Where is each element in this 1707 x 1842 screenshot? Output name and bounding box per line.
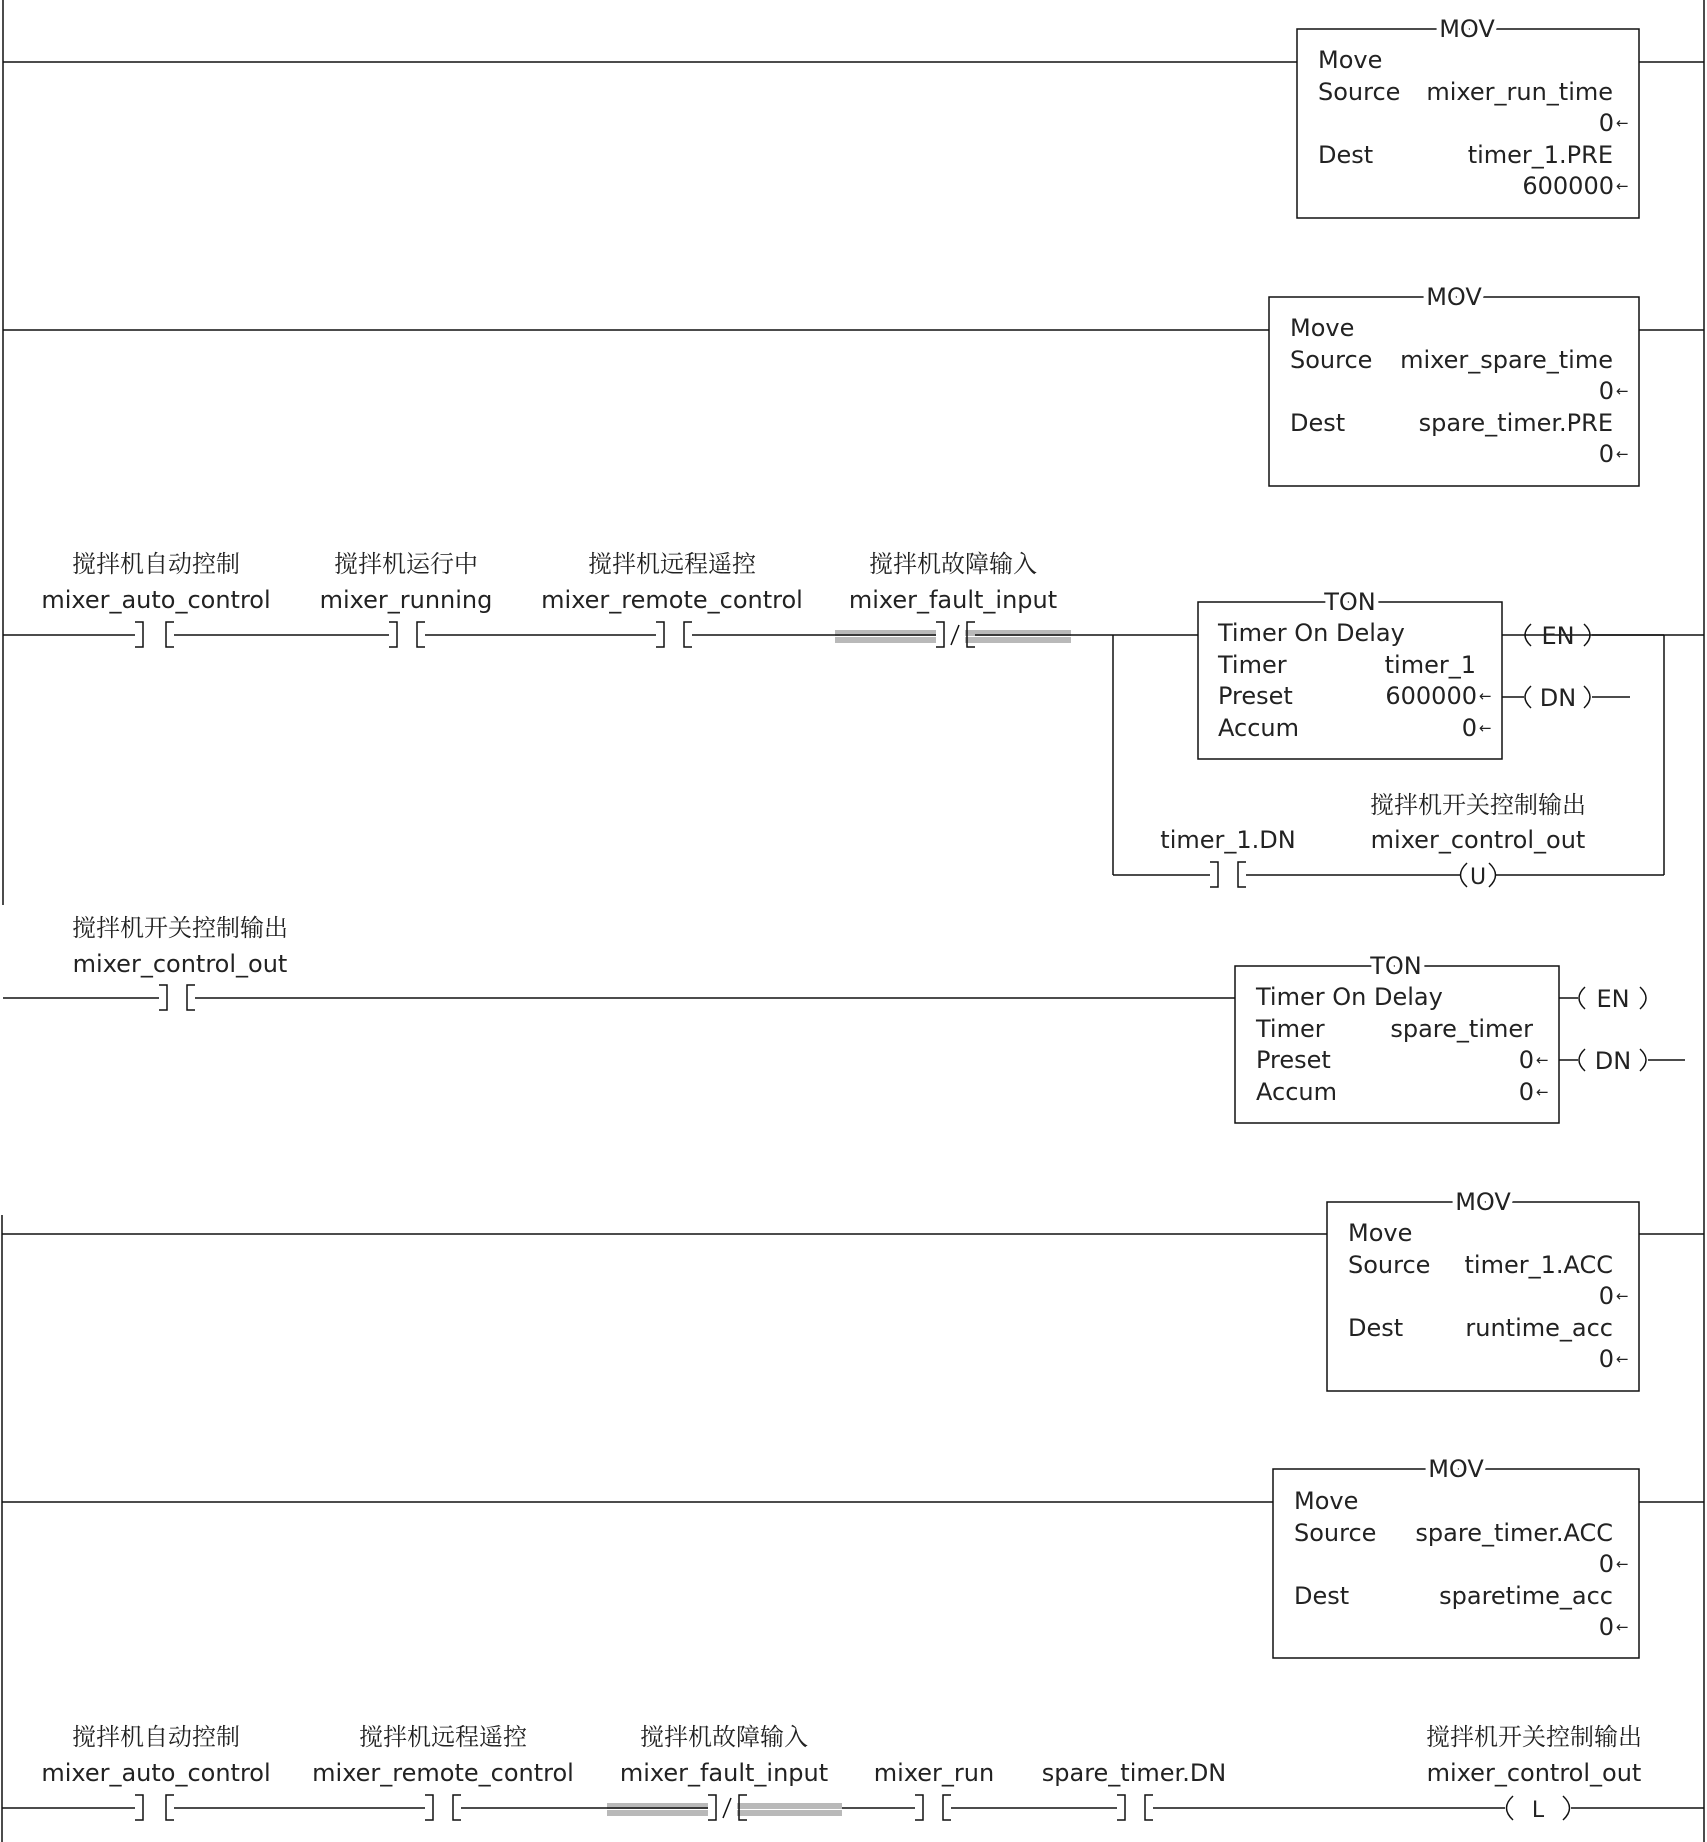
accum-label: Accum	[1218, 714, 1299, 742]
rung-4[interactable]	[3, 914, 1685, 1123]
contact-description: 搅拌机故障输入	[869, 550, 1037, 578]
timer-label: Timer	[1256, 1015, 1325, 1043]
source-tag: mixer_run_time	[1426, 78, 1613, 106]
source-tag: mixer_spare_time	[1400, 346, 1613, 374]
arrow-icon: ←	[1536, 1051, 1549, 1069]
source-label: Source	[1290, 346, 1373, 374]
en-output	[1525, 622, 1590, 650]
dest-label: Dest	[1290, 409, 1346, 437]
coil-type: U	[1469, 865, 1487, 890]
preset-value: 600000	[1385, 682, 1477, 710]
block-title: TON	[1324, 588, 1376, 616]
timer-tag: timer_1	[1384, 651, 1476, 679]
contact-tag: mixer_auto_control	[41, 1759, 271, 1787]
rung-5[interactable]	[2, 1188, 1704, 1391]
contact-tag: mixer_running	[319, 586, 493, 614]
contact-tag: mixer_fault_input	[848, 586, 1058, 614]
svg-text:EN: EN	[1596, 985, 1630, 1013]
arrow-icon: ←	[1616, 1350, 1629, 1368]
contact-description: 搅拌机故障输入	[640, 1723, 808, 1751]
block-title: TON	[1370, 952, 1422, 980]
contact-description: 搅拌机自动控制	[72, 1723, 240, 1751]
dest-tag: sparetime_acc	[1439, 1582, 1613, 1610]
contact-tag: mixer_control_out	[72, 950, 288, 978]
coil-description: 搅拌机开关控制输出	[1426, 1723, 1642, 1751]
block-title: MOV	[1439, 15, 1495, 43]
contact-no[interactable]	[41, 1723, 270, 1820]
arrow-icon: ←	[1479, 687, 1492, 705]
contact-tag: mixer_remote_control	[541, 586, 803, 614]
contact-tag: mixer_fault_input	[619, 1759, 829, 1787]
contact-tag: timer_1.DN	[1160, 826, 1296, 854]
block-title: MOV	[1455, 1188, 1511, 1216]
contact-no[interactable]	[312, 1723, 574, 1820]
en-output	[1579, 985, 1646, 1013]
dest-value: 0	[1598, 440, 1614, 468]
contact-no[interactable]	[320, 550, 493, 647]
coil-type: L	[1531, 1798, 1545, 1823]
source-label: Source	[1318, 78, 1401, 106]
source-value: 0	[1598, 1282, 1614, 1310]
contact-no[interactable]	[72, 914, 288, 1010]
source-value: 0	[1598, 377, 1614, 405]
dest-tag: spare_timer.PRE	[1418, 409, 1613, 437]
source-value: 0	[1598, 109, 1614, 137]
contact-description: 搅拌机开关控制输出	[72, 914, 288, 942]
rung-6[interactable]	[2, 1455, 1704, 1658]
move-label: Move	[1290, 314, 1355, 342]
dn-output	[1579, 1047, 1646, 1075]
dest-label: Dest	[1348, 1314, 1404, 1342]
dest-label: Dest	[1318, 141, 1374, 169]
block-title: MOV	[1428, 1455, 1484, 1483]
contact-tag: mixer_auto_control	[41, 586, 271, 614]
dest-label: Dest	[1294, 1582, 1350, 1610]
timer-label: Timer	[1218, 651, 1287, 679]
rung-2[interactable]	[3, 283, 1704, 486]
source-tag: spare_timer.ACC	[1415, 1519, 1613, 1547]
preset-label: Preset	[1218, 682, 1293, 710]
arrow-icon: ←	[1616, 1618, 1629, 1636]
contact-no[interactable]	[541, 550, 803, 647]
dest-value: 600000	[1522, 172, 1614, 200]
source-label: Source	[1294, 1519, 1377, 1547]
coil-tag: mixer_control_out	[1426, 1759, 1642, 1787]
move-label: Move	[1348, 1219, 1413, 1247]
contact-nc[interactable]	[607, 1723, 842, 1820]
dest-tag: timer_1.PRE	[1467, 141, 1613, 169]
block-title: MOV	[1426, 283, 1482, 311]
svg-text:DN: DN	[1539, 684, 1577, 712]
dest-value: 0	[1598, 1613, 1614, 1641]
arrow-icon: ←	[1616, 1555, 1629, 1573]
arrow-icon: ←	[1616, 177, 1629, 195]
contact-tag: mixer_run	[873, 1759, 995, 1787]
ton-description: Timer On Delay	[1256, 983, 1443, 1011]
contact-no[interactable]	[1160, 826, 1295, 887]
rung-3[interactable]	[3, 550, 1704, 890]
move-label: Move	[1294, 1487, 1359, 1515]
accum-value: 0	[1461, 714, 1477, 742]
arrow-icon: ←	[1616, 1287, 1629, 1305]
contact-nc[interactable]	[835, 550, 1071, 647]
contact-description: 搅拌机运行中	[334, 550, 478, 578]
contact-description: 搅拌机远程遥控	[359, 1723, 527, 1751]
source-label: Source	[1348, 1251, 1431, 1279]
ton-description: Timer On Delay	[1218, 619, 1405, 647]
arrow-icon: ←	[1616, 114, 1629, 132]
coil-tag: mixer_control_out	[1370, 826, 1586, 854]
source-tag: timer_1.ACC	[1464, 1251, 1613, 1279]
svg-text:EN: EN	[1541, 622, 1575, 650]
contact-no[interactable]	[1042, 1759, 1227, 1820]
dn-output	[1525, 684, 1590, 712]
arrow-icon: ←	[1616, 445, 1629, 463]
arrow-icon: ←	[1616, 382, 1629, 400]
contact-tag: spare_timer.DN	[1041, 1759, 1227, 1787]
dest-tag: runtime_acc	[1465, 1314, 1613, 1342]
timer-tag: spare_timer	[1390, 1015, 1533, 1043]
preset-label: Preset	[1256, 1046, 1331, 1074]
accum-value: 0	[1518, 1078, 1534, 1106]
accum-label: Accum	[1256, 1078, 1337, 1106]
preset-value: 0	[1518, 1046, 1534, 1074]
contact-description: 搅拌机自动控制	[72, 550, 240, 578]
rung-7[interactable]	[2, 1723, 1704, 1823]
arrow-icon: ←	[1536, 1083, 1549, 1101]
rung-1[interactable]	[3, 15, 1704, 218]
contact-no[interactable]	[874, 1759, 994, 1820]
contact-no[interactable]	[41, 550, 270, 647]
move-label: Move	[1318, 46, 1383, 74]
coil-description: 搅拌机开关控制输出	[1370, 791, 1586, 819]
svg-text:DN: DN	[1594, 1047, 1632, 1075]
arrow-icon: ←	[1479, 719, 1492, 737]
contact-description: 搅拌机远程遥控	[588, 550, 756, 578]
dest-value: 0	[1598, 1345, 1614, 1373]
source-value: 0	[1598, 1550, 1614, 1578]
contact-tag: mixer_remote_control	[312, 1759, 574, 1787]
